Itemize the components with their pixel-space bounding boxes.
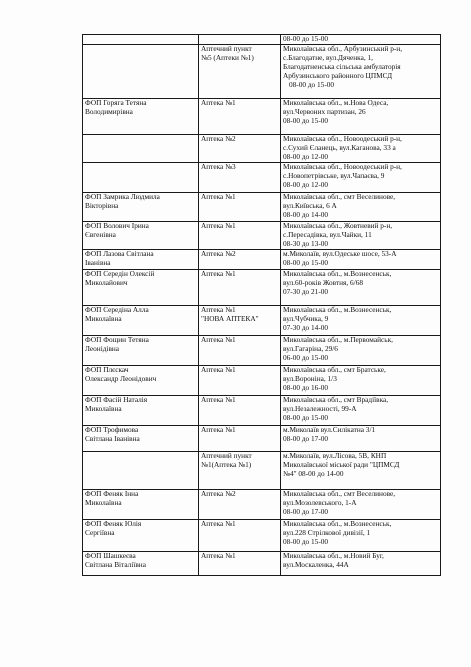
pharmacy-cell: [199, 490, 281, 520]
owner-cell: [83, 163, 199, 193]
table-row: [83, 135, 441, 163]
address-text-line: Миколаївська обл., смт Веселинове,: [283, 489, 396, 498]
address-text-line: №4" 08-00 до 14-00: [283, 468, 344, 478]
pharmacy-text-line: №1(Аптека №1): [201, 459, 252, 469]
owner-text-line: ФОП Середіна Алла: [85, 305, 149, 314]
address-cell: [281, 163, 441, 193]
address-text-line: вул.Вороніна, 1/3: [283, 373, 337, 383]
pharmacy-cell: [199, 99, 281, 135]
table-row: [83, 366, 441, 396]
address-text-line: Миколаївська обл., смт Врадіївка,: [283, 395, 389, 404]
address-text-line: м.Миколаїв, вул.Одеське шосе, 53-А: [283, 249, 397, 258]
address-text-line: 08-00 до 16-00: [283, 382, 329, 392]
pharmacy-text-line: №5 (Аптеки №1): [201, 52, 254, 62]
table-row: [83, 490, 441, 520]
owner-text-line: ФОП Плєскач: [85, 365, 129, 374]
owner-cell: [83, 336, 199, 366]
owner-cell: [83, 426, 199, 452]
table-row: [83, 250, 441, 270]
address-text-line: вул.228 Стрілкової дивізії, 1: [283, 527, 371, 537]
address-text-line: Миколаївська обл., Новоодеський р-н,: [283, 162, 402, 171]
pharmacy-text-line: Аптека №1: [201, 335, 236, 344]
pharmacy-table-body: [83, 35, 441, 576]
table-row: [83, 270, 441, 306]
pharmacy-text-line: Аптека №1: [201, 221, 236, 230]
address-text-line: Миколаївської міської ради "ЦПМСД: [283, 459, 400, 469]
owner-text-line: ФОП Феняк Інна: [85, 489, 139, 498]
pharmacy-text-line: Аптечний пункт: [201, 451, 252, 460]
address-text-line: Благодатненська сільська амбулаторія: [283, 61, 401, 71]
address-text-line: 08-00 до 15-00: [283, 536, 329, 546]
address-text-line: вул.Київська, 6 А: [283, 200, 337, 210]
address-cell: [281, 396, 441, 426]
pharmacy-cell: [199, 163, 281, 193]
address-text-line: Миколаївська обл., Новоодеський р-н,: [283, 134, 402, 143]
address-cell: [281, 35, 441, 45]
address-cell: [281, 135, 441, 163]
owner-cell: [83, 35, 199, 45]
pharmacy-text-line: Аптека №1: [201, 305, 236, 314]
owner-text-line: Леонідівна: [85, 343, 120, 353]
pharmacy-text-line: Аптека №1: [201, 365, 236, 374]
table-row: [83, 99, 441, 135]
pharmacy-cell: [199, 426, 281, 452]
address-cell: [281, 270, 441, 306]
pharmacy-cell: [199, 135, 281, 163]
owner-cell: [83, 135, 199, 163]
address-text-line: 07-30 до 21-00: [283, 286, 329, 296]
address-text-line: с.Сухий Єланець, вул.Каганова, 33 а: [283, 142, 396, 152]
address-cell: [281, 306, 441, 336]
pharmacy-text-line: Аптека №2: [201, 489, 236, 498]
owner-text-line: Миколаївна: [85, 497, 122, 507]
address-text-line: 06-00 до 15-00: [283, 352, 329, 362]
address-text-line: Миколаївська обл., смт Веселинове,: [283, 192, 396, 201]
address-cell: [281, 426, 441, 452]
pharmacy-text-line: Аптечний пункт: [201, 44, 252, 53]
address-text-line: Миколаївська обл., м.Вознесенськ,: [283, 519, 392, 528]
owner-text-line: ФОП Лазова Світлана: [85, 249, 154, 258]
address-cell: [281, 520, 441, 552]
address-cell: [281, 366, 441, 396]
address-text-line: 08-00 до 15-00: [283, 115, 329, 125]
owner-text-line: ФОП Феняк Юлія: [85, 519, 142, 528]
owner-cell: [83, 520, 199, 552]
owner-text-line: ФОП Фасій Наталія: [85, 395, 148, 404]
table-row: [83, 163, 441, 193]
address-text-line: вул.60-років Жовтня, 6/68: [283, 277, 364, 287]
pharmacy-text-line: Аптека №2: [201, 249, 236, 258]
address-text-line: вул.Москаленка, 44А: [283, 559, 349, 569]
address-cell: [281, 452, 441, 490]
owner-text-line: ФОП Горяга Тетяна: [85, 98, 147, 107]
address-cell: [281, 99, 441, 135]
pharmacy-text-line: Аптека №2: [201, 134, 236, 143]
pharmacy-text-line: Аптека №1: [201, 551, 236, 560]
owner-text-line: Миколаївна: [85, 403, 122, 413]
owner-text-line: ФОП Середін Олексій: [85, 269, 155, 278]
pharmacy-cell: [199, 306, 281, 336]
address-text-line: 08-30 до 13-00: [283, 238, 329, 248]
table-row: [83, 193, 441, 222]
owner-cell: [83, 193, 199, 222]
owner-text-line: Сергіївна: [85, 527, 115, 537]
pharmacy-text-line: Аптека №1: [201, 192, 236, 201]
pharmacy-cell: [199, 520, 281, 552]
pharmacy-cell: [199, 193, 281, 222]
pharmacy-cell: [199, 45, 281, 99]
pharmacy-cell: [199, 452, 281, 490]
address-cell: [281, 250, 441, 270]
table-row: [83, 426, 441, 452]
address-text-line: м.Миколаїв, вул.Лісова, 5В, КНП: [283, 451, 387, 460]
pharmacy-text-line: Аптека №1: [201, 98, 236, 107]
address-text-line: 08-00 до 17-00: [283, 433, 329, 443]
address-text-line: 08-00 до 14-00: [283, 209, 329, 219]
table-row: [83, 35, 441, 45]
address-text-line: 08-00 до 15-00: [289, 79, 335, 89]
table-row: [83, 306, 441, 336]
pharmacy-text-line: Аптека №3: [201, 162, 236, 171]
owner-text-line: Євгенівна: [85, 229, 116, 239]
address-text-line: Миколаївська обл., м.Первомайськ,: [283, 335, 393, 344]
table-row: [83, 222, 441, 250]
address-text-line: Миколаївська обл., Жовтневий р-н,: [283, 221, 393, 230]
table-row: [83, 552, 441, 576]
owner-text-line: ФОП Трофимова: [85, 425, 139, 434]
pharmacy-cell: [199, 270, 281, 306]
owner-cell: [83, 396, 199, 426]
address-cell: [281, 490, 441, 520]
pharmacy-text-line: Аптека №1: [201, 425, 236, 434]
owner-cell: [83, 250, 199, 270]
address-cell: [281, 45, 441, 99]
address-text-line: вул.Гагаріна, 29/6: [283, 343, 338, 353]
owner-text-line: Миколайович: [85, 277, 128, 287]
owner-text-line: ФОП Шашкеєва: [85, 551, 136, 560]
address-text-line: с.Пересадівка, вул.Чайки, 11: [283, 229, 372, 239]
pharmacy-cell: [199, 336, 281, 366]
address-text-line: 08-00 до 12-00: [283, 151, 329, 161]
address-cell: [281, 552, 441, 576]
address-text-line: Миколаївська обл., смт Братське,: [283, 365, 386, 374]
owner-text-line: Вікторівна: [85, 200, 119, 210]
address-text-line: с.Благодатне, вул.Дяченка, 1,: [283, 52, 373, 62]
owner-cell: [83, 99, 199, 135]
pharmacy-table: [82, 34, 441, 576]
address-cell: [281, 193, 441, 222]
owner-cell: [83, 452, 199, 490]
owner-cell: [83, 306, 199, 336]
pharmacy-cell: [199, 552, 281, 576]
owner-cell: [83, 222, 199, 250]
table-row: [83, 520, 441, 552]
address-text-line: Миколаївська обл., м.Нова Одеса,: [283, 98, 389, 107]
owner-text-line: Світлана Іванівна: [85, 433, 140, 443]
pharmacy-cell: [199, 35, 281, 45]
table-row: [83, 336, 441, 366]
address-text-line: 08-00 до 15-00: [283, 257, 329, 267]
pharmacy-text-line: Аптека №1: [201, 519, 236, 528]
address-text-line: 07-30 до 14-00: [283, 322, 329, 332]
table-row: [83, 452, 441, 490]
pharmacy-cell: [199, 250, 281, 270]
address-cell: [281, 336, 441, 366]
address-text-line: м.Миколаїв вул.Силікатна 3/1: [283, 425, 376, 434]
pharmacy-text-line: Аптека №1: [201, 395, 236, 404]
address-text-line: Миколаївська обл., м.Новий Буг,: [283, 551, 384, 560]
owner-text-line: Володимирівна: [85, 106, 133, 116]
address-text-line: Миколаївська обл., м.Вознесенськ,: [283, 305, 392, 314]
address-text-line: вул.Мозолевського, 1-А: [283, 497, 357, 507]
owner-text-line: Іванівна: [85, 257, 111, 267]
owner-text-line: Олександр Леонідович: [85, 373, 157, 383]
table-row: [83, 45, 441, 99]
table-row: [83, 396, 441, 426]
pharmacy-text-line: Аптека №1: [201, 269, 236, 278]
address-text-line: Миколаївська обл., Арбузинський р-н,: [283, 44, 403, 53]
pharmacy-cell: [199, 366, 281, 396]
address-text-line: с.Новопетрівське, вул.Чапаєва, 9: [283, 170, 385, 180]
pharmacy-text-line: "НОВА АПТЕКА": [201, 313, 259, 323]
address-text-line: Арбузинського районного ЦПМСД: [283, 70, 393, 80]
owner-text-line: ФОП Фощин Тетяна: [85, 335, 149, 344]
owner-text-line: ФОП Волович Ірина: [85, 221, 149, 230]
owner-cell: [83, 366, 199, 396]
address-text-line: вул.Червоних партизан, 26: [283, 106, 366, 116]
owner-cell: [83, 490, 199, 520]
pharmacy-cell: [199, 396, 281, 426]
address-text-line: 08-00 до 12-00: [283, 179, 329, 189]
address-text-line: 08-00 до 15-00: [283, 34, 329, 43]
owner-cell: [83, 552, 199, 576]
address-text-line: вул.Незалежності, 99-А: [283, 403, 357, 413]
owner-cell: [83, 45, 199, 99]
address-text-line: 08-00 до 15-00: [283, 412, 329, 422]
address-text-line: вул.Чубчика, 9: [283, 313, 329, 323]
owner-text-line: Миколаївна: [85, 313, 122, 323]
address-text-line: 08-00 до 17-00: [283, 506, 329, 516]
owner-text-line: Світлана Віталіївна: [85, 559, 146, 569]
owner-cell: [83, 270, 199, 306]
pharmacy-cell: [199, 222, 281, 250]
owner-text-line: ФОП Замрика Людмила: [85, 192, 160, 201]
address-cell: [281, 222, 441, 250]
address-text-line: Миколаївська обл., м.Вознесенськ,: [283, 269, 392, 278]
